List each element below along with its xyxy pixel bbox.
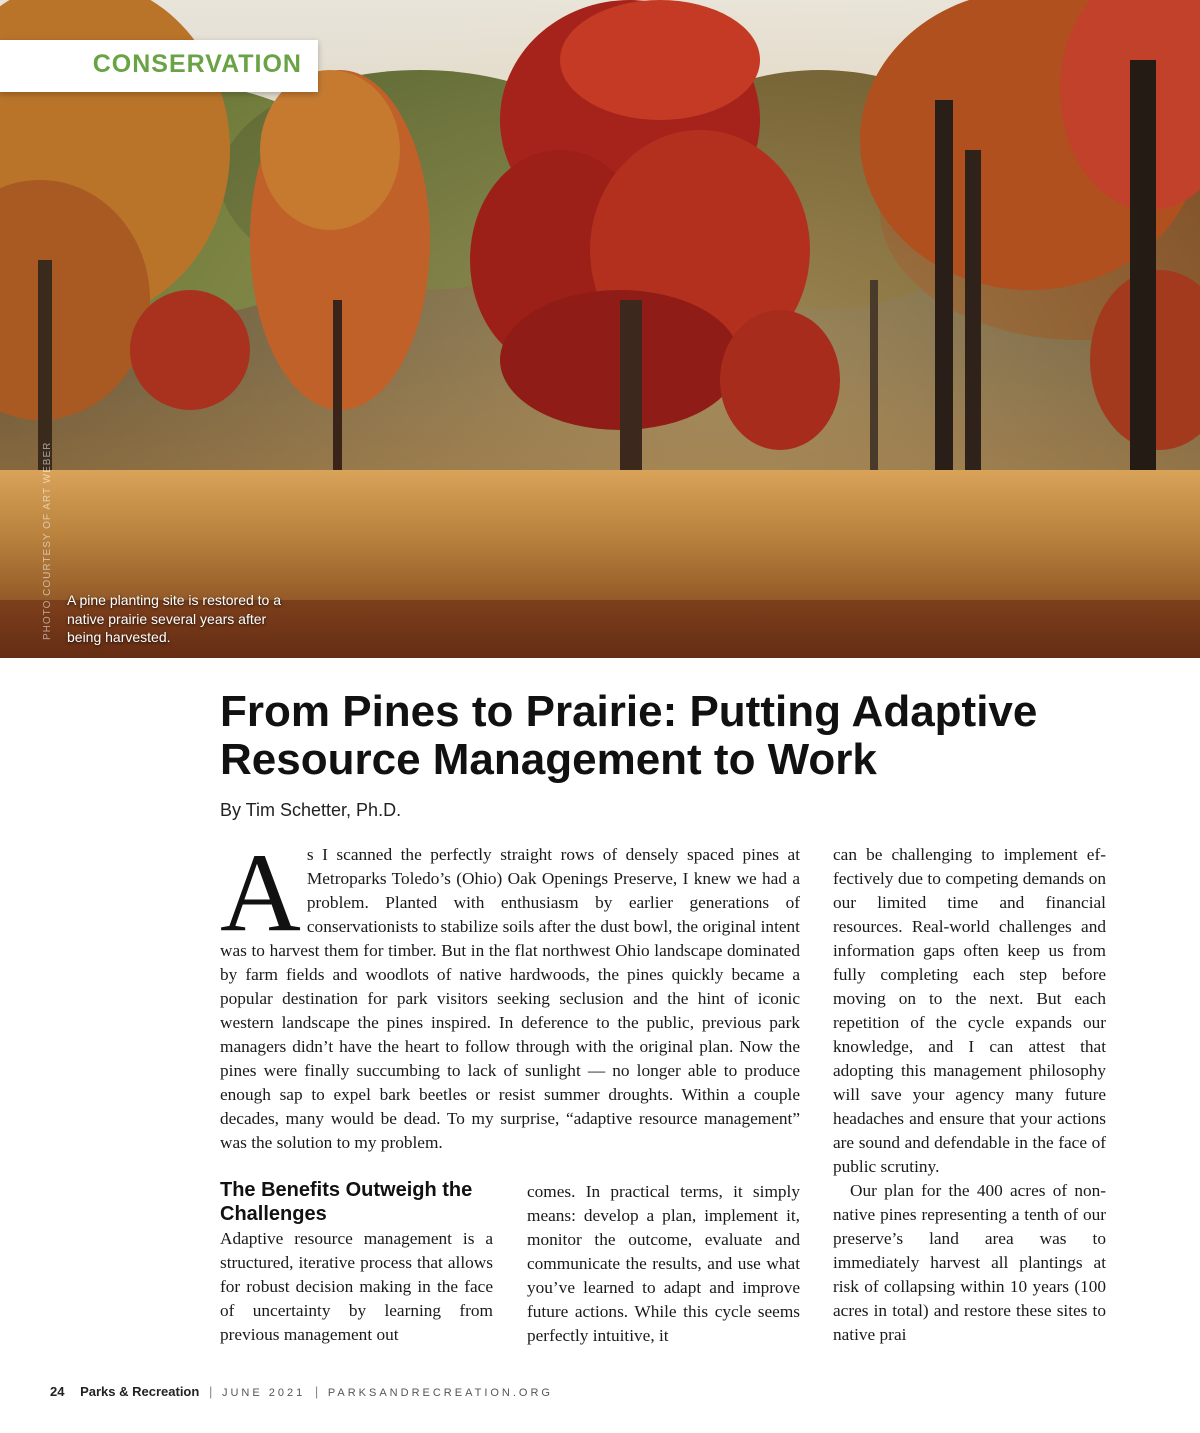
website-link[interactable]: PARKSANDRECREATION.ORG [327, 1387, 553, 1399]
autumn-prairie-illustration [0, 0, 1200, 658]
column-1 [220, 1178, 493, 1347]
issue-date: JUNE 2021 [221, 1387, 306, 1399]
hero-photo [0, 0, 1200, 658]
article-title: From Pines to Prairie: Putting Adaptive Resource Management to Work [220, 687, 1038, 784]
footer-separator: | [208, 1384, 213, 1399]
footer-separator: | [314, 1384, 319, 1399]
page-footer [50, 1384, 553, 1399]
photo-caption: A pine planting site is restored to a native prairie several years after being harvested. [67, 592, 282, 645]
drop-cap: A [220, 831, 301, 955]
column-2 [527, 1180, 800, 1348]
column-1-text: Adaptive resource management is a structured, iterative process that allows for robust decision making in the face of uncertainty by learning from previous management out [220, 1229, 493, 1344]
section-label-tab [0, 40, 318, 92]
column-3-paragraph-1: can be challenging to implement effectively due to competing demands on our limited time and financial resources. Real-world challenges and information gaps often keep us from fully completing each step before moving on to the next. But each repetition of the cycle expands our knowledge, and I can attest that adopting this management philosophy will save your agency many future headaches and ensure that your actions are sound and defendable in the face of public scrutiny. [833, 845, 1106, 1176]
page-number: 24 [50, 1384, 65, 1399]
section-label: CONSERVATION [92, 50, 302, 78]
magazine-name: Parks & Recreation [80, 1384, 200, 1399]
article-byline: By Tim Schetter, Ph.D. [220, 800, 402, 820]
photo-credit: PHOTO COURTESY OF ART WEBER [42, 441, 53, 640]
article-intro [220, 831, 800, 1155]
column-3-paragraph-2: Our plan for the 400 acres of non-native pines representing a tenth of our preserve’s land area was to immediately harvest all plantings at risk of collapsing within 10 years (100 acres in total) and restore these sites to native prai [833, 1181, 1106, 1344]
column-2-text: comes. In practical terms, it simply means: develop a plan, implement it, monitor the outcome, evaluate and communicate the results, and use what you’ve learned to adapt and improve future actions. While this cycle seems perfectly intuitive, it [527, 1182, 800, 1345]
section-subhead: The Benefits Outweigh the Challenges [220, 1179, 473, 1225]
column-3 [833, 843, 1106, 1347]
intro-text: s I scanned the perfectly straight rows of densely spaced pines at Metroparks Toledo’s (Ohio) Oak Openings Preserve, I knew we had a problem. Planted with enthusiasm by earlier generations of conservationists to stabilize soils after the dust bowl, the original intent was to harvest them for timber. But in the flat northwest Ohio landscape dominated by farm fields and woodlots of native hardwoods, the pines quickly became a popular destination for park visitors seeking seclusion and the hint of iconic western landscape the pines inspired. In deference to the public, previous park managers didn’t have the heart to follow through with the original plan. Now the pines were finally succumbing to lack of sunlight — no longer able to produce enough sap to expel bark beetles or resist summer droughts. Within a couple decades, many would be dead. To my surprise, “adaptive resource management” was the solution to my problem. [220, 845, 800, 1152]
